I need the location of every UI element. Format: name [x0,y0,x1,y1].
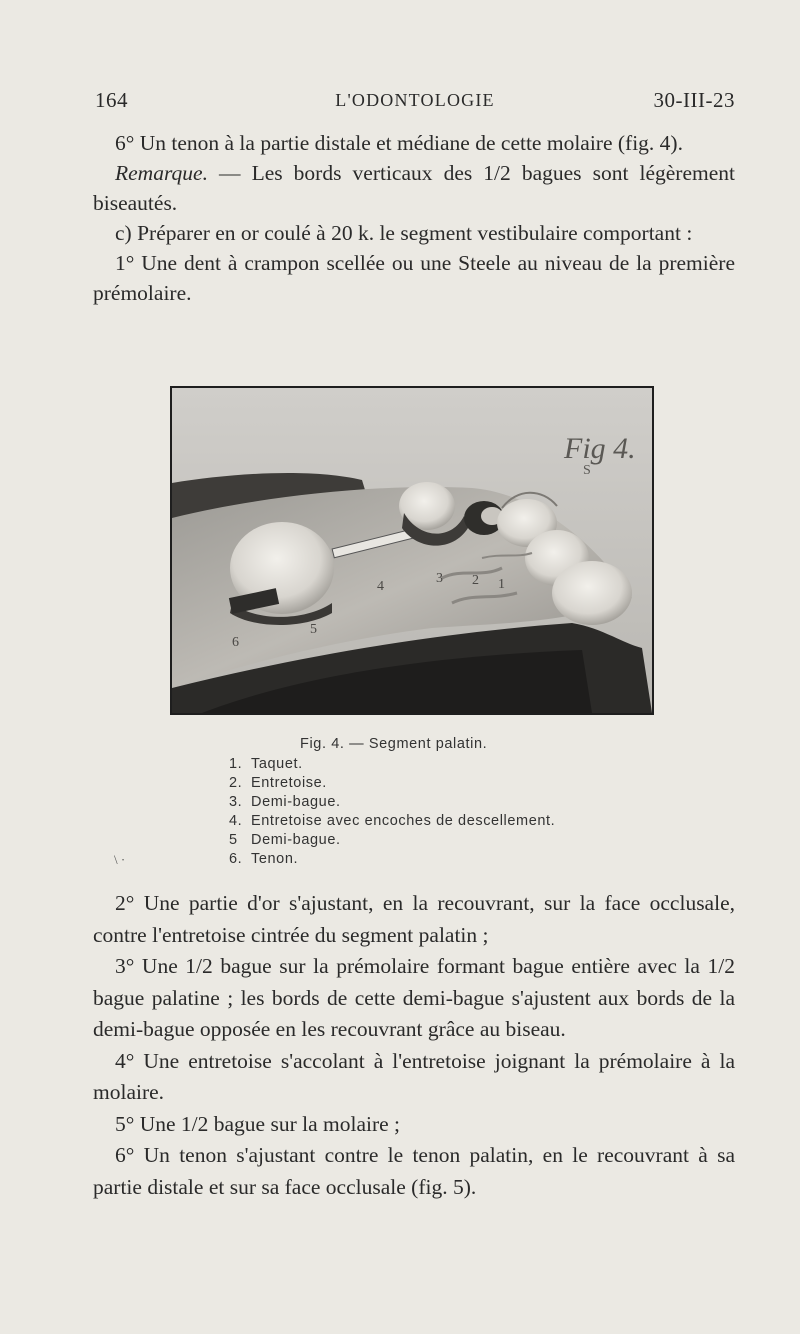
paragraph: 2° Une partie d'or s'ajustant, en la recouvrant, sur la face occlusale, contre l'entretoise cintrée du segment palatin ; [93,891,735,947]
figure-caption [229,735,649,869]
running-header [95,88,735,120]
remark-label: Remarque. [115,161,208,185]
caption-title: Fig. 4. — Segment palatin. [300,736,488,752]
legend-item: 2. Entretoise. [229,775,327,791]
bottom-text-block [93,888,735,1203]
issue-date: 30-III-23 [653,88,735,112]
paragraph: 6° Un tenon s'ajustant contre le tenon palatin, en le recouvrant à sa partie distale et sur sa face occlusale (fig. 5). [93,1143,735,1199]
top-text-block [93,128,735,308]
marker-label: 1 [498,577,505,592]
stray-mark: \ · [114,852,126,867]
marker-label: 2 [472,573,479,588]
remark-paragraph [93,158,735,218]
remark-text: — Les bords verticaux des 1/2 bagues sont légèrement biseautés. [93,161,735,215]
paragraph: 5° Une 1/2 bague sur la molaire ; [115,1111,401,1136]
page-number: 164 [95,88,128,112]
marker-label: 6 [232,635,239,650]
paragraph: c) Préparer en or coulé à 20 k. le segment vestibulaire comportant : [115,221,693,245]
figure-photograph [170,386,654,715]
marker-label: 5 [310,622,317,637]
legend-item: 1. Taquet. [229,756,303,772]
paragraph: 3° Une 1/2 bague sur la prémolaire formant bague entière avec la 1/2 bague palatine ; les bords de cette demi-bague s'ajustent aux bords de la demi-bague opposée en les recouvrant grâce au biseau. [93,954,735,1041]
paragraph: 6° Un tenon à la partie distale et médiane de cette molaire (fig. 4). [115,131,683,155]
figure-handwritten-sub: S [583,463,591,478]
marker-label: 3 [436,571,443,586]
legend-item: 4. Entretoise avec encoches de descellement. [229,813,556,829]
marker-label: 4 [377,579,384,594]
dental-cast-photo [172,388,652,713]
legend-item: 6. Tenon. [229,851,299,867]
journal-title: L'ODONTOLOGIE [335,90,495,110]
legend-item: 3. Demi-bague. [229,794,341,810]
paragraph: 4° Une entretoise s'accolant à l'entretoise joignant la prémolaire à la molaire. [93,1048,735,1104]
figure-handwritten-label: Fig 4. [564,432,636,465]
legend-item: 5 Demi-bague. [229,832,341,848]
paragraph: 1° Une dent à crampon scellée ou une Steele au niveau de la première prémolaire. [93,251,735,305]
